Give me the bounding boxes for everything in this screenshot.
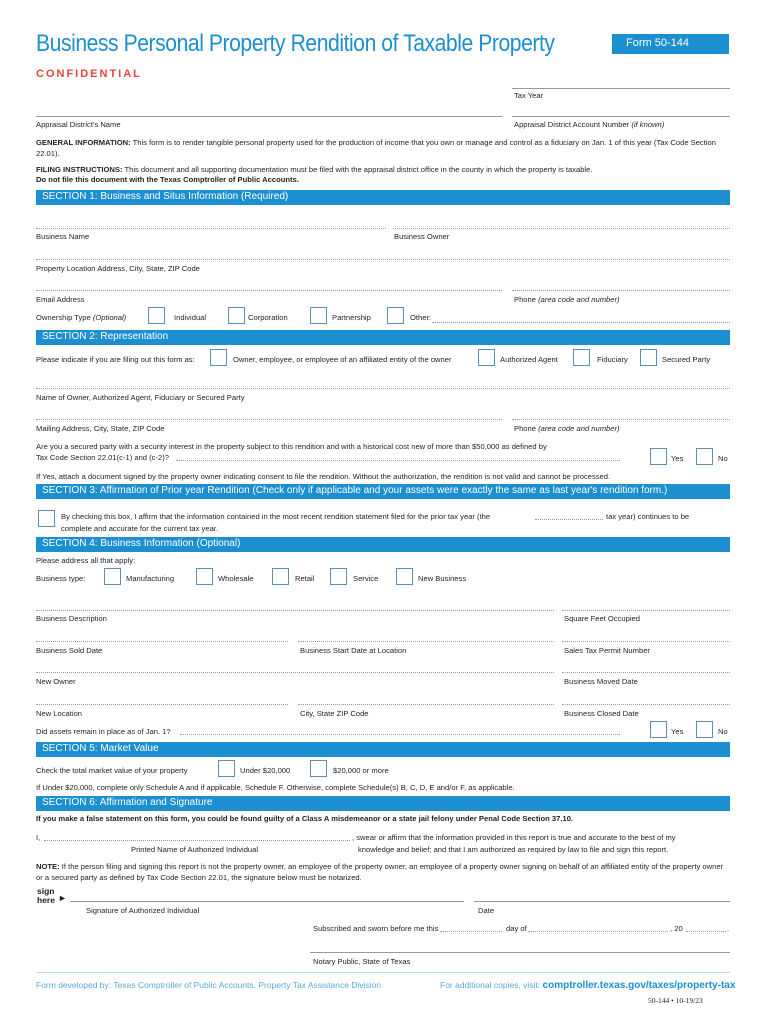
over-20000-label: $20,000 or more <box>333 766 389 775</box>
authorized-agent-checkbox[interactable] <box>478 349 495 366</box>
secured-party-label: Secured Party <box>662 355 711 364</box>
secured-party-checkbox[interactable] <box>640 349 657 366</box>
comptroller-link[interactable]: comptroller.texas.gov/taxes/property-tax <box>542 980 736 991</box>
rep-phone-field[interactable] <box>512 419 730 420</box>
sold-date-field[interactable] <box>36 641 288 642</box>
representative-name-field[interactable] <box>36 388 730 389</box>
account-number-label: Appraisal District Account Number (if known) <box>514 120 665 129</box>
service-label: Service <box>353 574 379 583</box>
notary-note: NOTE: If the person filing and signing this report is not the property owner, an employee of the property owner, an employee of a property owner signing on behalf of an affiliated entity of the property owner or a secured party as defined by Tax Code Section 22.01, the signature below must be notarized. <box>36 862 724 882</box>
section-2-header: SECTION 2: Representation <box>36 330 730 345</box>
assets-yes-checkbox[interactable] <box>650 721 667 738</box>
manufacturing-label: Manufacturing <box>126 574 175 583</box>
new-business-checkbox[interactable] <box>396 568 413 585</box>
assets-no-label: No <box>718 727 728 736</box>
other-field[interactable] <box>432 322 730 323</box>
affirm-prior-text-b: tax year) continues to be <box>606 512 690 521</box>
service-checkbox[interactable] <box>330 568 347 585</box>
new-owner-label: New Owner <box>36 677 76 686</box>
under-20000-label: Under $20,000 <box>240 766 291 775</box>
sold-date-label: Business Sold Date <box>36 646 103 655</box>
mailing-address-field[interactable] <box>36 419 502 420</box>
business-description-label: Business Description <box>36 614 107 623</box>
secured-no-checkbox[interactable] <box>696 448 713 465</box>
do-not-file-notice: Do not file this document with the Texas Comptroller of Public Accounts. <box>36 175 299 184</box>
assets-remain-question: Did assets remain in place as of Jan. 1? <box>36 727 171 736</box>
partnership-label: Partnership <box>332 313 371 322</box>
other-label: Other: <box>410 313 432 322</box>
section-3-header: SECTION 3: Affirmation of Prior year Rendition (Check only if applicable and your assets were exactly the same as last year's rendition form.) <box>36 484 730 499</box>
authorized-agent-label: Authorized Agent <box>500 355 558 364</box>
corporation-checkbox[interactable] <box>228 307 245 324</box>
day-field[interactable] <box>440 931 502 932</box>
start-date-field[interactable] <box>298 641 554 642</box>
section-6-header: SECTION 6: Affirmation and Signature <box>36 796 730 811</box>
schedule-note: If Under $20,000, complete only Schedule A and if applicable, Schedule F. Otherwise, complete Schedule(s) B, C, D, E and/or F, as applicable. <box>36 783 515 792</box>
partnership-checkbox[interactable] <box>310 307 327 324</box>
representative-name-label: Name of Owner, Authorized Agent, Fiduciary or Secured Party <box>36 393 245 402</box>
filing-as-label: Please indicate if you are filing out this form as: <box>36 355 195 364</box>
market-value-label: Check the total market value of your property <box>36 766 188 775</box>
secured-party-question-2: Tax Code Section 22.01(c-1) and (c-2)? <box>36 453 169 462</box>
ownership-type-label: Ownership Type (Optional) <box>36 313 127 322</box>
new-location-field[interactable] <box>36 704 288 705</box>
over-20000-checkbox[interactable] <box>310 760 327 777</box>
city-zip-field[interactable] <box>298 704 554 705</box>
day-of-label: day of <box>506 924 527 933</box>
leader-dots <box>180 734 620 735</box>
sales-tax-field[interactable] <box>562 641 730 642</box>
individual-checkbox[interactable] <box>148 307 165 324</box>
swear-text: , swear or affirm that the information provided in this report is true and accurate to the best of my <box>352 833 676 842</box>
date-label: Date <box>478 906 495 915</box>
leader-dots <box>176 460 620 461</box>
address-all-label: Please address all that apply: <box>36 556 136 565</box>
business-type-label: Business type: <box>36 574 86 583</box>
appraisal-district-label: Appraisal District's Name <box>36 120 121 129</box>
period: . <box>727 924 730 933</box>
property-location-label: Property Location Address, City, State, ZIP Code <box>36 264 200 273</box>
corporation-label: Corporation <box>248 313 288 322</box>
affirm-prior-checkbox[interactable] <box>38 510 55 527</box>
property-location-field[interactable] <box>36 259 730 260</box>
form-number-badge: Form 50-144 <box>612 34 729 54</box>
business-description-field[interactable] <box>36 610 554 611</box>
notary-signature-field[interactable] <box>310 952 730 953</box>
business-name-field[interactable] <box>36 228 386 229</box>
affirm-prior-text: By checking this box, I affirm that the information contained in the most recent rendition statement filed for the prior tax year (the <box>61 512 491 521</box>
filing-instructions: FILING INSTRUCTIONS: This document and all supporting documentation must be filed with the appraisal district office in the county in which the property is taxable. <box>36 165 593 174</box>
new-business-label: New Business <box>418 574 467 583</box>
secured-yes-label: Yes <box>671 454 684 463</box>
square-feet-label: Square Feet Occupied <box>564 614 640 623</box>
prior-tax-year-field[interactable] <box>535 519 603 520</box>
business-name-label: Business Name <box>36 232 90 241</box>
retail-label: Retail <box>295 574 315 583</box>
form-title: Business Personal Property Rendition of Taxable Property <box>36 30 555 57</box>
secured-no-label: No <box>718 454 728 463</box>
new-location-label: New Location <box>36 709 83 718</box>
fiduciary-label: Fiduciary <box>597 355 628 364</box>
appraisal-district-field[interactable] <box>36 116 502 117</box>
developed-by: Form developed by: Texas Comptroller of Public Accounts, Property Tax Assistance Division <box>36 980 382 990</box>
secured-yes-checkbox[interactable] <box>650 448 667 465</box>
new-owner-field[interactable] <box>36 672 554 673</box>
phone-field[interactable] <box>512 290 730 291</box>
city-zip-label: City, State ZIP Code <box>300 709 369 718</box>
confidential-label: CONFIDENTIAL <box>36 68 142 80</box>
retail-checkbox[interactable] <box>272 568 289 585</box>
other-checkbox[interactable] <box>387 307 404 324</box>
owner-checkbox[interactable] <box>210 349 227 366</box>
if-yes-note: If Yes, attach a document signed by the property owner indicating consent to file the rendition. Without the authorization, the rendition is not valid and cannot be processed. <box>36 472 611 481</box>
email-field[interactable] <box>36 290 502 291</box>
moved-date-field[interactable] <box>562 672 730 673</box>
section-5-header: SECTION 5: Market Value <box>36 742 730 757</box>
false-statement-warning: If you make a false statement on this form, you could be found guilty of a Class A misdemeanor or a state jail felony under Penal Code Section 37.10. <box>36 814 574 823</box>
tax-year-field[interactable] <box>512 88 730 89</box>
wholesale-label: Wholesale <box>218 574 254 583</box>
phone-label: Phone (area code and number) <box>514 295 620 304</box>
email-label: Email Address <box>36 295 85 304</box>
account-number-field[interactable] <box>512 116 730 117</box>
closed-date-label: Business Closed Date <box>564 709 639 718</box>
rep-phone-label: Phone (area code and number) <box>514 424 620 433</box>
year-field[interactable] <box>686 931 726 932</box>
sign-here-marker: sign here <box>37 886 55 905</box>
form-id: 50-144 • 10-19/23 <box>648 996 703 1005</box>
date-field[interactable] <box>474 901 730 902</box>
mailing-address-label: Mailing Address, City, State, ZIP Code <box>36 424 165 433</box>
i-label: I, <box>36 833 41 842</box>
month-field[interactable] <box>528 931 668 932</box>
additional-copies: For additional copies, visit: comptroller.texas.gov/taxes/property-tax <box>440 980 736 991</box>
fiduciary-checkbox[interactable] <box>573 349 590 366</box>
under-20000-checkbox[interactable] <box>218 760 235 777</box>
owner-label: Owner, employee, or employee of an affiliated entity of the owner <box>233 355 452 364</box>
section-4-header: SECTION 4: Business Information (Optional) <box>36 537 730 552</box>
wholesale-checkbox[interactable] <box>196 568 213 585</box>
section-1-header: SECTION 1: Business and Situs Information (Required) <box>36 190 730 205</box>
general-information: GENERAL INFORMATION: This form is to render tangible personal property used for the production of income that you own or manage and control as a fiduciary on Jan. 1 of this year (Tax Code Section 22.01). <box>36 138 716 158</box>
printed-name-label: Printed Name of Authorized Individual <box>131 845 259 854</box>
closed-date-field[interactable] <box>562 704 730 705</box>
subscribed-label: Subscribed and sworn before me this <box>313 924 439 933</box>
printed-name-field[interactable] <box>44 840 350 841</box>
notary-label: Notary Public, State of Texas <box>313 957 411 966</box>
square-feet-field[interactable] <box>562 610 730 611</box>
tax-year-label: Tax Year <box>514 91 544 100</box>
sign-arrow-icon: ► <box>58 893 67 903</box>
business-owner-label: Business Owner <box>394 232 450 241</box>
affirm-prior-text-2: complete and accurate for the current tax year. <box>61 524 219 533</box>
secured-party-question: Are you a secured party with a security interest in the property subject to this rendition and with a historical cost new of more than $50,000 as defined by <box>36 442 547 451</box>
signature-label: Signature of Authorized Individual <box>86 906 200 915</box>
manufacturing-checkbox[interactable] <box>104 568 121 585</box>
swear-text-2: knowledge and belief; and that I am authorized as required by law to file and sign this report. <box>358 845 669 854</box>
moved-date-label: Business Moved Date <box>564 677 638 686</box>
sales-tax-label: Sales Tax Permit Number <box>564 646 650 655</box>
start-date-label: Business Start Date at Location <box>300 646 407 655</box>
individual-label: Individual <box>174 313 207 322</box>
assets-no-checkbox[interactable] <box>696 721 713 738</box>
assets-yes-label: Yes <box>671 727 684 736</box>
footer-divider <box>36 972 730 973</box>
business-owner-field[interactable] <box>393 228 730 229</box>
year-prefix-label: , 20 <box>670 924 683 933</box>
signature-field[interactable] <box>70 901 464 902</box>
